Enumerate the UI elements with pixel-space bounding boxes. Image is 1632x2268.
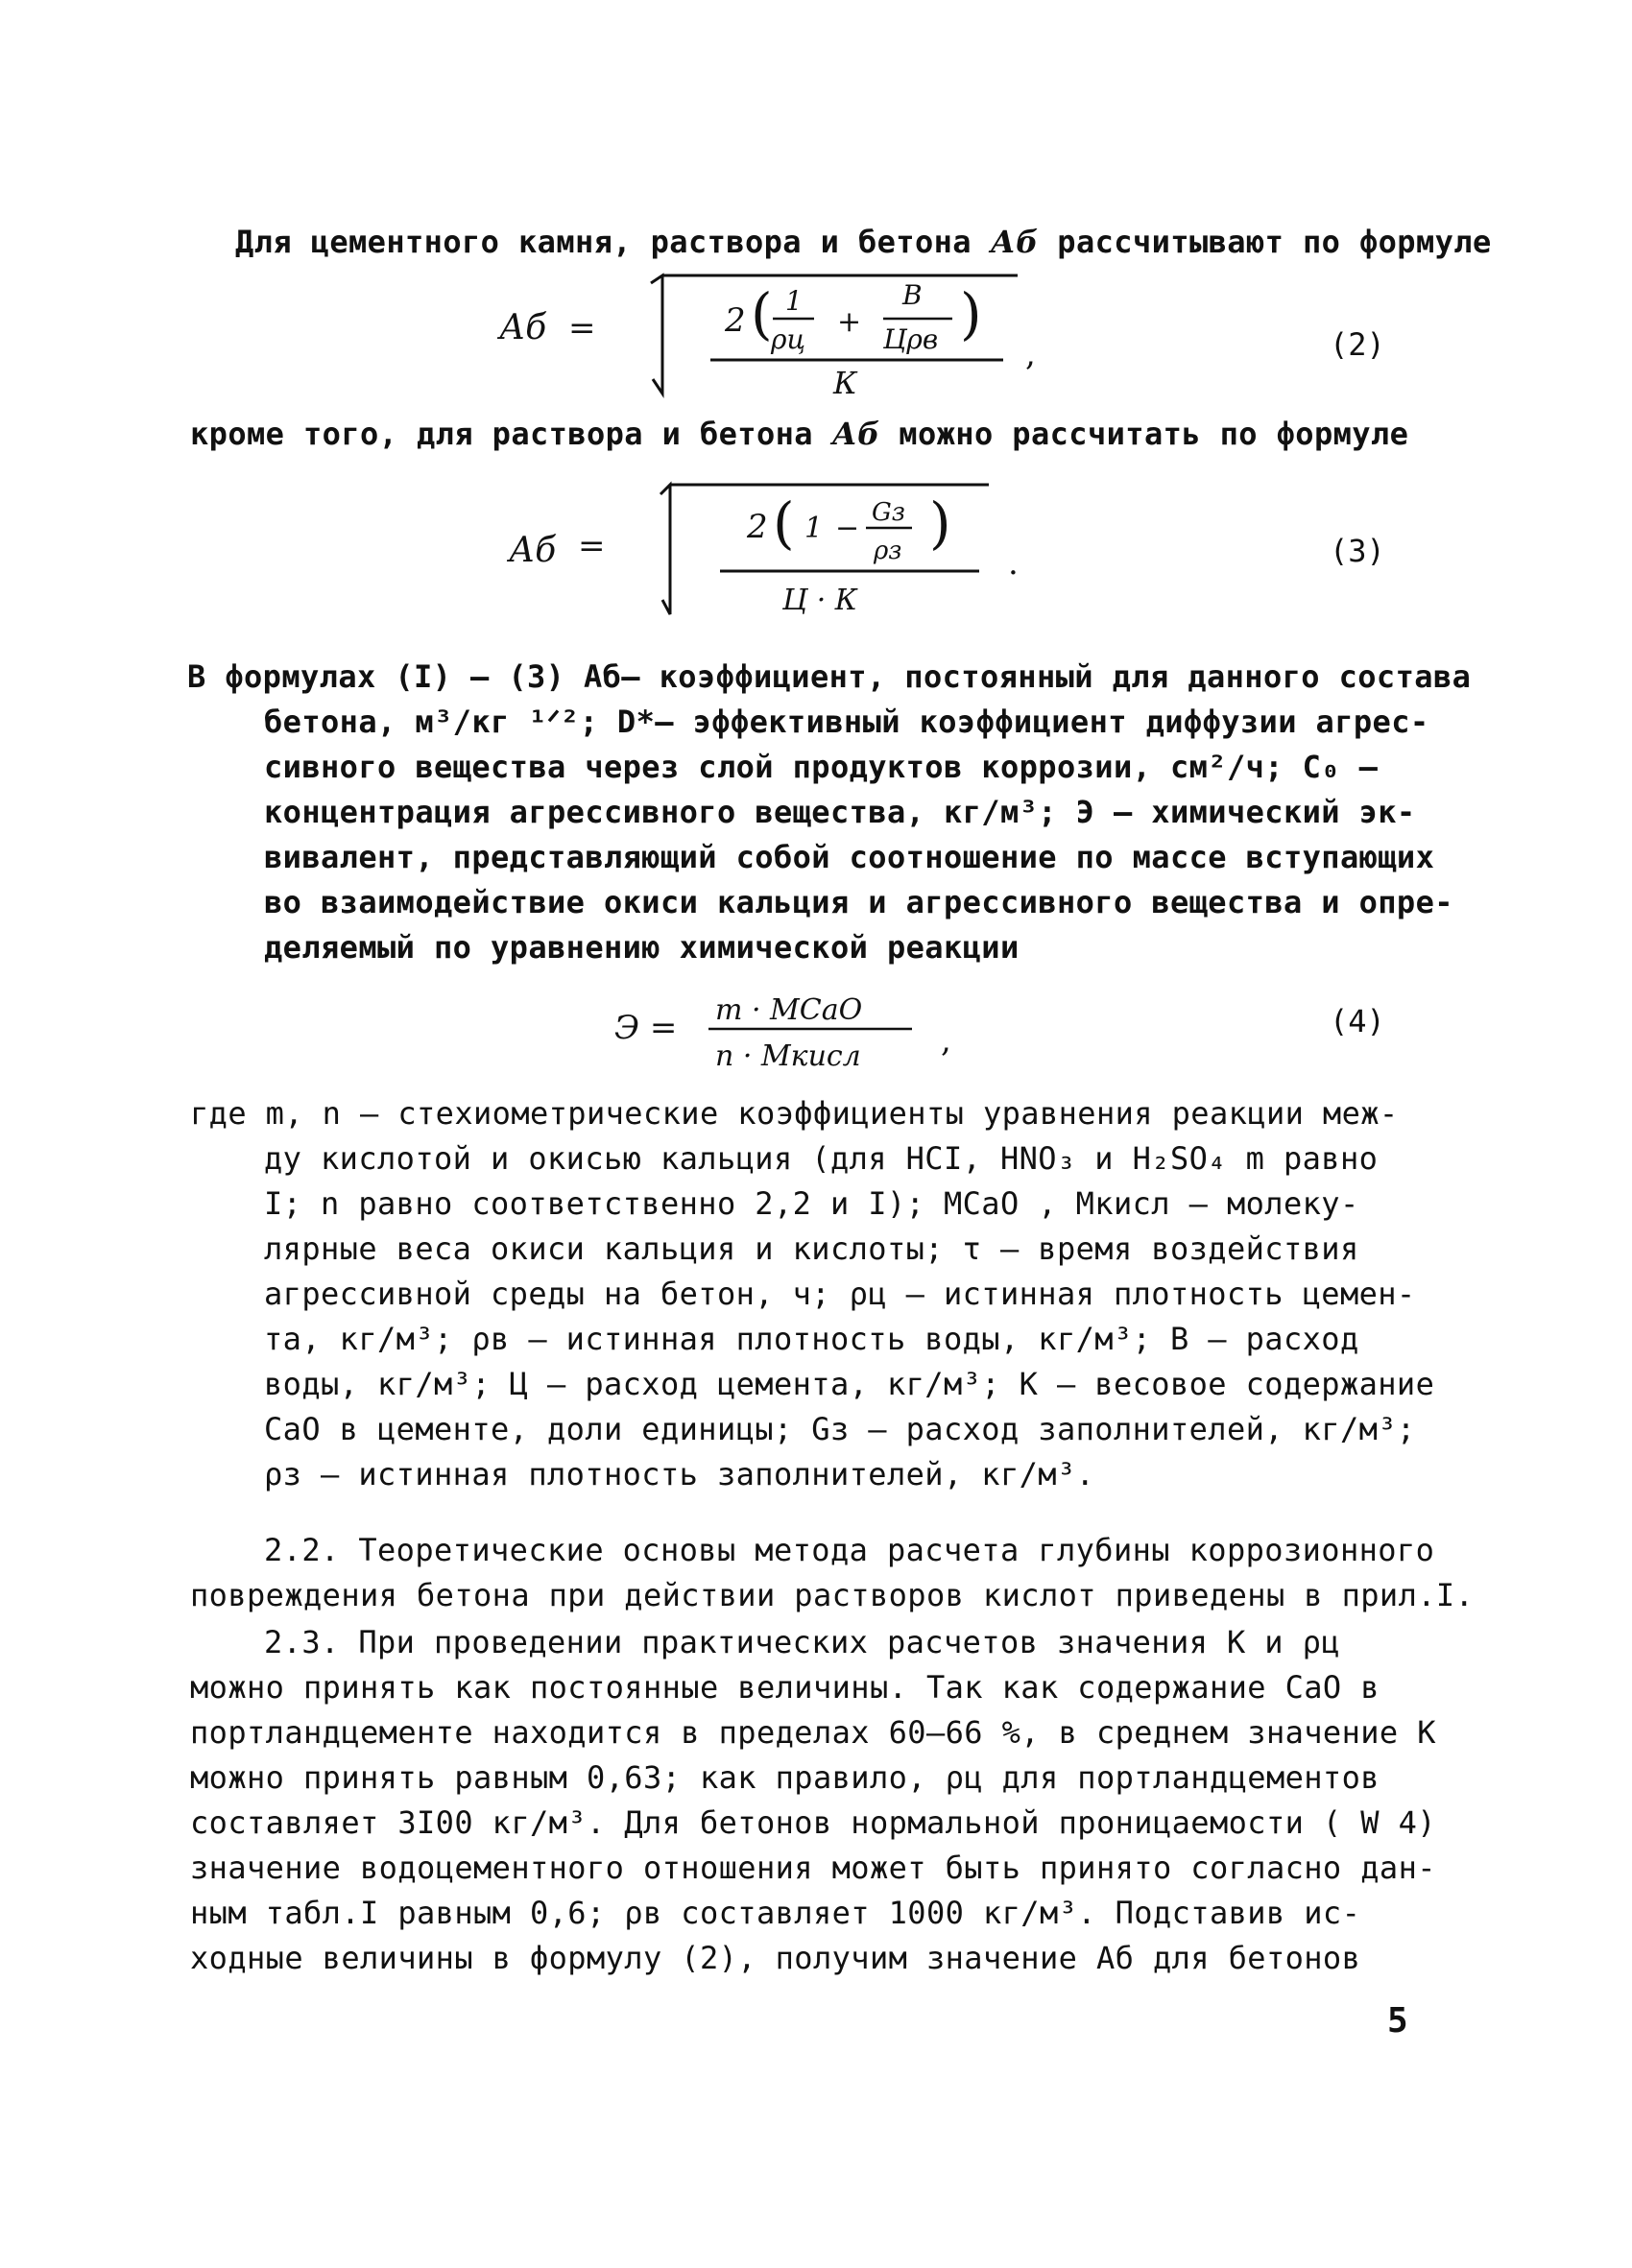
eq2-one: 1 [785, 285, 803, 317]
eq2-c-rho-w: Цρв [883, 323, 939, 355]
where-line-4: лярные веса окиси кальция и кислоты; τ – время воздействия [264, 1230, 1359, 1267]
eq4-den: n · Mкисл [715, 1039, 861, 1073]
svg-text:=: = [568, 309, 596, 347]
page-number: 5 [1387, 2001, 1408, 2041]
intro-symbol: Аб [990, 224, 1039, 260]
mid-text-a: кроме того, для раствора и бетона [190, 416, 813, 452]
p22-line-1: 2.2. Теоретические основы метода расчета глубины коррозионного [264, 1532, 1435, 1568]
where-line-5: агрессивной среды на бетон, ч; ρц – истинная плотность цемен- [264, 1276, 1416, 1312]
eq3-rho: ρз [874, 537, 902, 565]
eq2-comma: , [1025, 335, 1036, 373]
eq4-num: m · MCaO [715, 993, 863, 1027]
p22-line-2: повреждения бетона при действии растворов кислот приведены в прил.I. [190, 1577, 1475, 1613]
p23-line-4: можно принять равным 0,63; как правило, ρц для портландцементов [190, 1759, 1380, 1796]
where-line-1: где m, n – стехиометрические коэффициенты уравнения реакции меж- [190, 1095, 1399, 1132]
intro-text-a: Для цементного камня, раствора и бетона [235, 224, 972, 260]
svg-text:): ) [929, 490, 951, 556]
where-line-3: I; n равно соответственно 2,2 и I); MCaO , Mкисл – молеку- [264, 1185, 1359, 1222]
eq3-den: Ц · К [782, 584, 857, 617]
where-line-6: та, кг/м³; ρв – истинная плотность воды, кг/м³; В – расход [264, 1321, 1359, 1357]
defs-line-7: деляемый по уравнению химической реакции [264, 929, 1020, 966]
eq4-number: (4) [1330, 1003, 1385, 1039]
eq3-one: 1 [804, 512, 824, 545]
p23-line-2: можно принять как постоянные величины. Так как содержание CaO в [190, 1669, 1380, 1706]
eq2-rho-c: ρц [771, 323, 805, 355]
formula-3 [490, 470, 1066, 624]
eq3-dot: . [1008, 544, 1019, 583]
eq3-G: Gз [872, 498, 905, 527]
eq3-number: (3) [1330, 533, 1385, 569]
svg-text:(: ( [751, 281, 773, 346]
p23-line-8: ходные величины в формулу (2), получим значение Аб для бетонов [190, 1940, 1361, 1976]
eq4-comma: , [941, 1021, 951, 1060]
defs-line-4: концентрация агрессивного вещества, кг/м³; Э – химический эк- [264, 794, 1416, 830]
eq2-plus: + [837, 305, 862, 339]
eq3-minus: − [835, 512, 860, 545]
where-line-7: воды, кг/м³; Ц – расход цемента, кг/м³; К – весовое содержание [264, 1366, 1435, 1402]
eq3-lhs: Аб [509, 531, 557, 570]
eq2-two: 2 [725, 301, 746, 340]
mid-symbol: Аб [831, 416, 880, 452]
where-line-2: ду кислотой и окисью кальция (для HCI, HNO₃ и H₂SO₄ m равно [264, 1140, 1379, 1177]
where-line-8: CaO в цементе, доли единицы; Gз – расход заполнителей, кг/м³; [264, 1411, 1416, 1447]
svg-text:=: = [578, 527, 606, 565]
defs-line-6: во взаимодействие окиси кальция и агрессивного вещества и опре- [264, 884, 1453, 920]
p23-line-1: 2.3. При проведении практических расчетов значения К и ρц [264, 1624, 1340, 1660]
eq2-B: В [902, 279, 923, 311]
mid-text-b: можно рассчитать по формуле [899, 416, 1409, 452]
p23-line-3: портландцементе находится в пределах 60–66 %, в среднем значение К [190, 1714, 1436, 1751]
svg-text:): ) [960, 281, 982, 346]
defs-line-1: В формулах (I) – (3) Аб– коэффициент, постоянный для данного состава [187, 658, 1472, 695]
p23-line-5: составляет 3I00 кг/м³. Для бетонов нормальной проницаемости ( W 4) [190, 1804, 1436, 1841]
defs-line-3: сивного вещества через слой продуктов коррозии, см²/ч; C₀ – [264, 749, 1379, 785]
formula-4 [605, 979, 1008, 1085]
defs-line-5: вивалент, представляющий собой соотношение по массе вступающих [264, 839, 1435, 875]
where-line-9: ρз – истинная плотность заполнителей, кг/м³. [264, 1456, 1095, 1492]
defs-line-2: бетона, м³/кг ¹ᐟ²; D*– эффективный коэффициент диффузии агрес- [264, 704, 1429, 740]
eq2-K: К [833, 365, 857, 398]
intro-text-b: рассчитывают по формуле [1057, 224, 1492, 260]
p23-line-7: ным табл.I равным 0,6; ρв составляет 1000 кг/м³. Подставив ис- [190, 1895, 1361, 1931]
eq2-number: (2) [1330, 326, 1385, 363]
eq2-lhs: Аб [499, 308, 547, 347]
eq4-lhs: Э = [614, 1009, 678, 1047]
mid-line [190, 415, 1408, 453]
p23-line-6: значение водоцементного отношения может быть принято согласно дан- [190, 1850, 1436, 1886]
intro-line [235, 223, 1492, 261]
svg-text:(: ( [773, 490, 795, 556]
formula-2 [480, 264, 1152, 398]
eq3-two: 2 [747, 508, 768, 546]
